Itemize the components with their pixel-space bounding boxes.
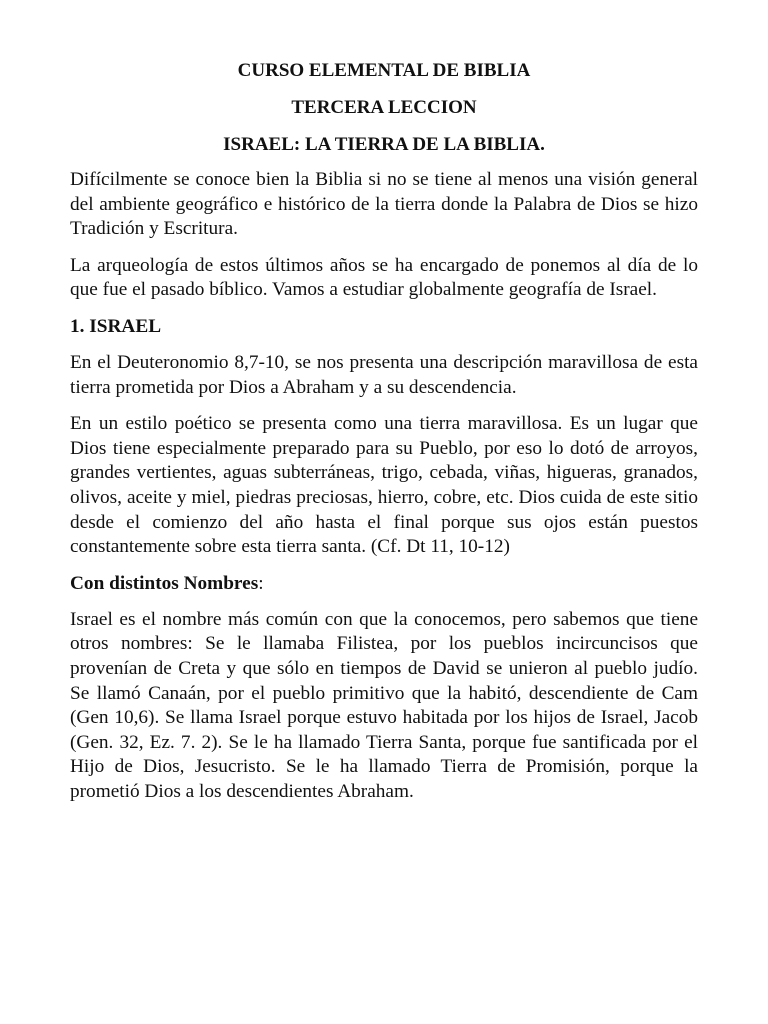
document-page	[70, 60, 698, 816]
course-title: CURSO ELEMENTAL DE BIBLIA	[237, 60, 531, 81]
subsection-heading-text: Con distintos Nombres	[70, 572, 259, 594]
intro-paragraph: Difícilmente se conoce bien la Biblia si no se tiene al menos una visión general del ambiente geográfico e histórico de la tierra donde la Palabra de Dios se hizo Tradición y Escritura.	[70, 169, 698, 240]
section-heading: 1. ISRAEL	[70, 315, 162, 337]
subsection-heading-colon: :	[258, 572, 264, 594]
intro-paragraph: La arqueología de estos últimos años se ha encargado de ponemos al día de lo que fue el pasado bíblico. Vamos a estudiar globalmente geografía de Israel.	[70, 254, 698, 301]
subsection-paragraph: Israel es el nombre más común con que la conocemos, pero sabemos que tiene otros nombres: Se le llamaba Filistea, por los pueblos incircuncisos que provenían de Creta y que sólo en tiempos de David se unieron al pueblo judío. Se llamó Canaán, por el pueblo primitivo que la habitó, descendiente de Cam (Gen 10,6). Se llama Israel porque estuvo habitada por los hijos de Israel, Jacob (Gen. 32, Ez. 7. 2). Se le ha llamado Tierra Santa, porque fue santificada por el Hijo de Dios, Jesucristo. Se le ha llamado Tierra de Promisión, porque la prometió Dios a los descendientes Abraham.	[70, 608, 698, 802]
section-paragraph: En el Deuteronomio 8,7-10, se nos presenta una descripción maravillosa de esta tierra prometida por Dios a Abraham y a su descendencia.	[70, 351, 698, 398]
section-paragraph: En un estilo poético se presenta como una tierra maravillosa. Es un lugar que Dios tiene especialmente preparado para su Pueblo, por eso lo dotó de arroyos, grandes vertientes, aguas subterráneas, trigo, cebada, viñas, higueras, granados, olivos, aceite y miel, piedras preciosas, hierro, cobre, etc. Dios cuida de este sitio desde el comienzo del año hasta el final porque sus ojos están puestos constantemente sobre esta tierra santa. (Cf. Dt 11, 10-12)	[70, 413, 698, 558]
lesson-subtitle: ISRAEL: LA TIERRA DE LA BIBLIA.	[223, 134, 545, 155]
subsection-heading	[70, 572, 698, 596]
lesson-title: TERCERA LECCION	[291, 97, 477, 118]
